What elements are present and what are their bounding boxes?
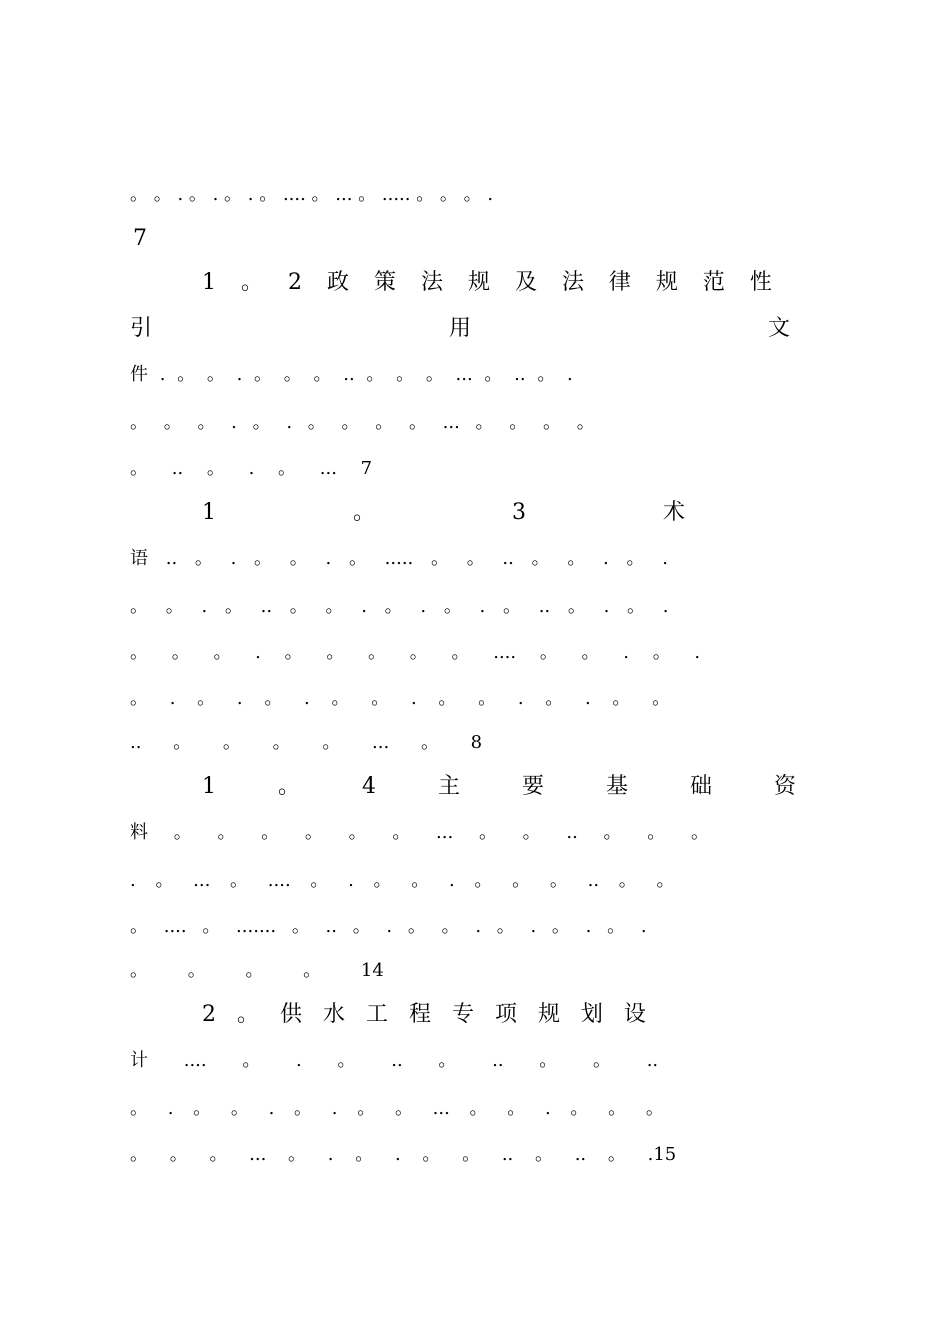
toc-dot-leader [130,912,800,942]
toc-line-text: . 。 ... 。 .... 。 . 。 。 . 。 。 。 .. 。 。 [130,870,675,891]
toc-entry-title [202,498,800,528]
toc-dot-leader [130,1094,800,1124]
toc-line-text: 。 。 。 . 。 . 。 。 。 。 ... 。 。 。 。 [130,412,595,433]
toc-dot-leader [130,360,830,390]
toc-dot-leader [130,454,800,484]
toc-entry-title-text: 1 。 4 主 要 基 础 资 [202,774,796,799]
toc-line-text: 。 . 。 . 。 . 。 。 . 。 。 . 。 . 。 。 [130,688,671,709]
toc-line-text: 。 .... 。 ....... 。 .. 。 . 。 。 . 。 . 。 . 。 . [130,916,647,937]
toc-line-text: .. 。 。 。 。 ... 。 8 [130,732,483,753]
toc-line-text: 。 。 . 。 . 。 . 。 .... 。 ... 。 ..... 。 。 。 . [130,184,494,205]
toc-dot-leader [130,728,800,758]
toc-page-number [133,224,803,254]
toc-entry-title-text: 引 用 文 [130,316,790,341]
toc-dot-leader [130,544,800,574]
toc-dot-leader [130,866,800,896]
toc-dot-leader [130,818,800,848]
toc-dot-leader [130,408,800,438]
toc-line-text: 料 。 。 。 。 。 。 ... 。 。 .. 。 。 。 [130,822,709,843]
toc-dot-leader [130,180,830,210]
toc-dot-leader [130,638,800,668]
toc-dot-leader [130,592,800,622]
toc-entry-title-text: 1 。 3 术 [202,500,685,525]
toc-entry-title [130,314,800,344]
toc-line-text: 。 。 。 。 14 [130,960,384,981]
toc-dot-leader [130,684,800,714]
toc-line-text: 。 。 。 . 。 。 。 。 。 .... 。 。 . 。 . [130,642,701,663]
toc-line-text: 。 . 。 。 . 。 . 。 。 ... 。 。 . 。 。 。 [130,1098,664,1119]
toc-line-text: 。 。 . 。 .. 。 。 . 。 . 。 . 。 .. 。 . 。 . [130,596,669,617]
toc-page-number-text: 7 [133,226,147,251]
toc-dot-leader [130,1140,800,1170]
toc-entry-title-text: 1 。 2 政 策 法 规 及 法 律 规 范 性 [202,270,781,295]
toc-line-text: 计 .... 。 . 。 .. 。 .. 。 。 .. [130,1050,659,1071]
toc-entry-title [202,268,800,298]
toc-line-text: 。 。 。 ... 。 . 。 . 。 。 .. 。 .. 。 .15 [130,1144,677,1165]
toc-entry-title-text: 2 。 供 水 工 程 专 项 规 划 设 [202,1002,646,1027]
toc-entry-title [202,772,800,802]
toc-dot-leader [130,1046,830,1076]
toc-entry-title [202,1000,800,1030]
toc-dot-leader [130,956,800,986]
toc-line-text: 件 . 。 。 . 。 。 。 .. 。 。 。 ... 。 .. 。 . [130,364,573,385]
toc-line-text: 。 .. 。 . 。 ... 7 [130,458,373,479]
toc-line-text: 语 .. 。 . 。 。 . 。 ..... 。 。 .. 。 。 . 。 . [130,548,668,569]
